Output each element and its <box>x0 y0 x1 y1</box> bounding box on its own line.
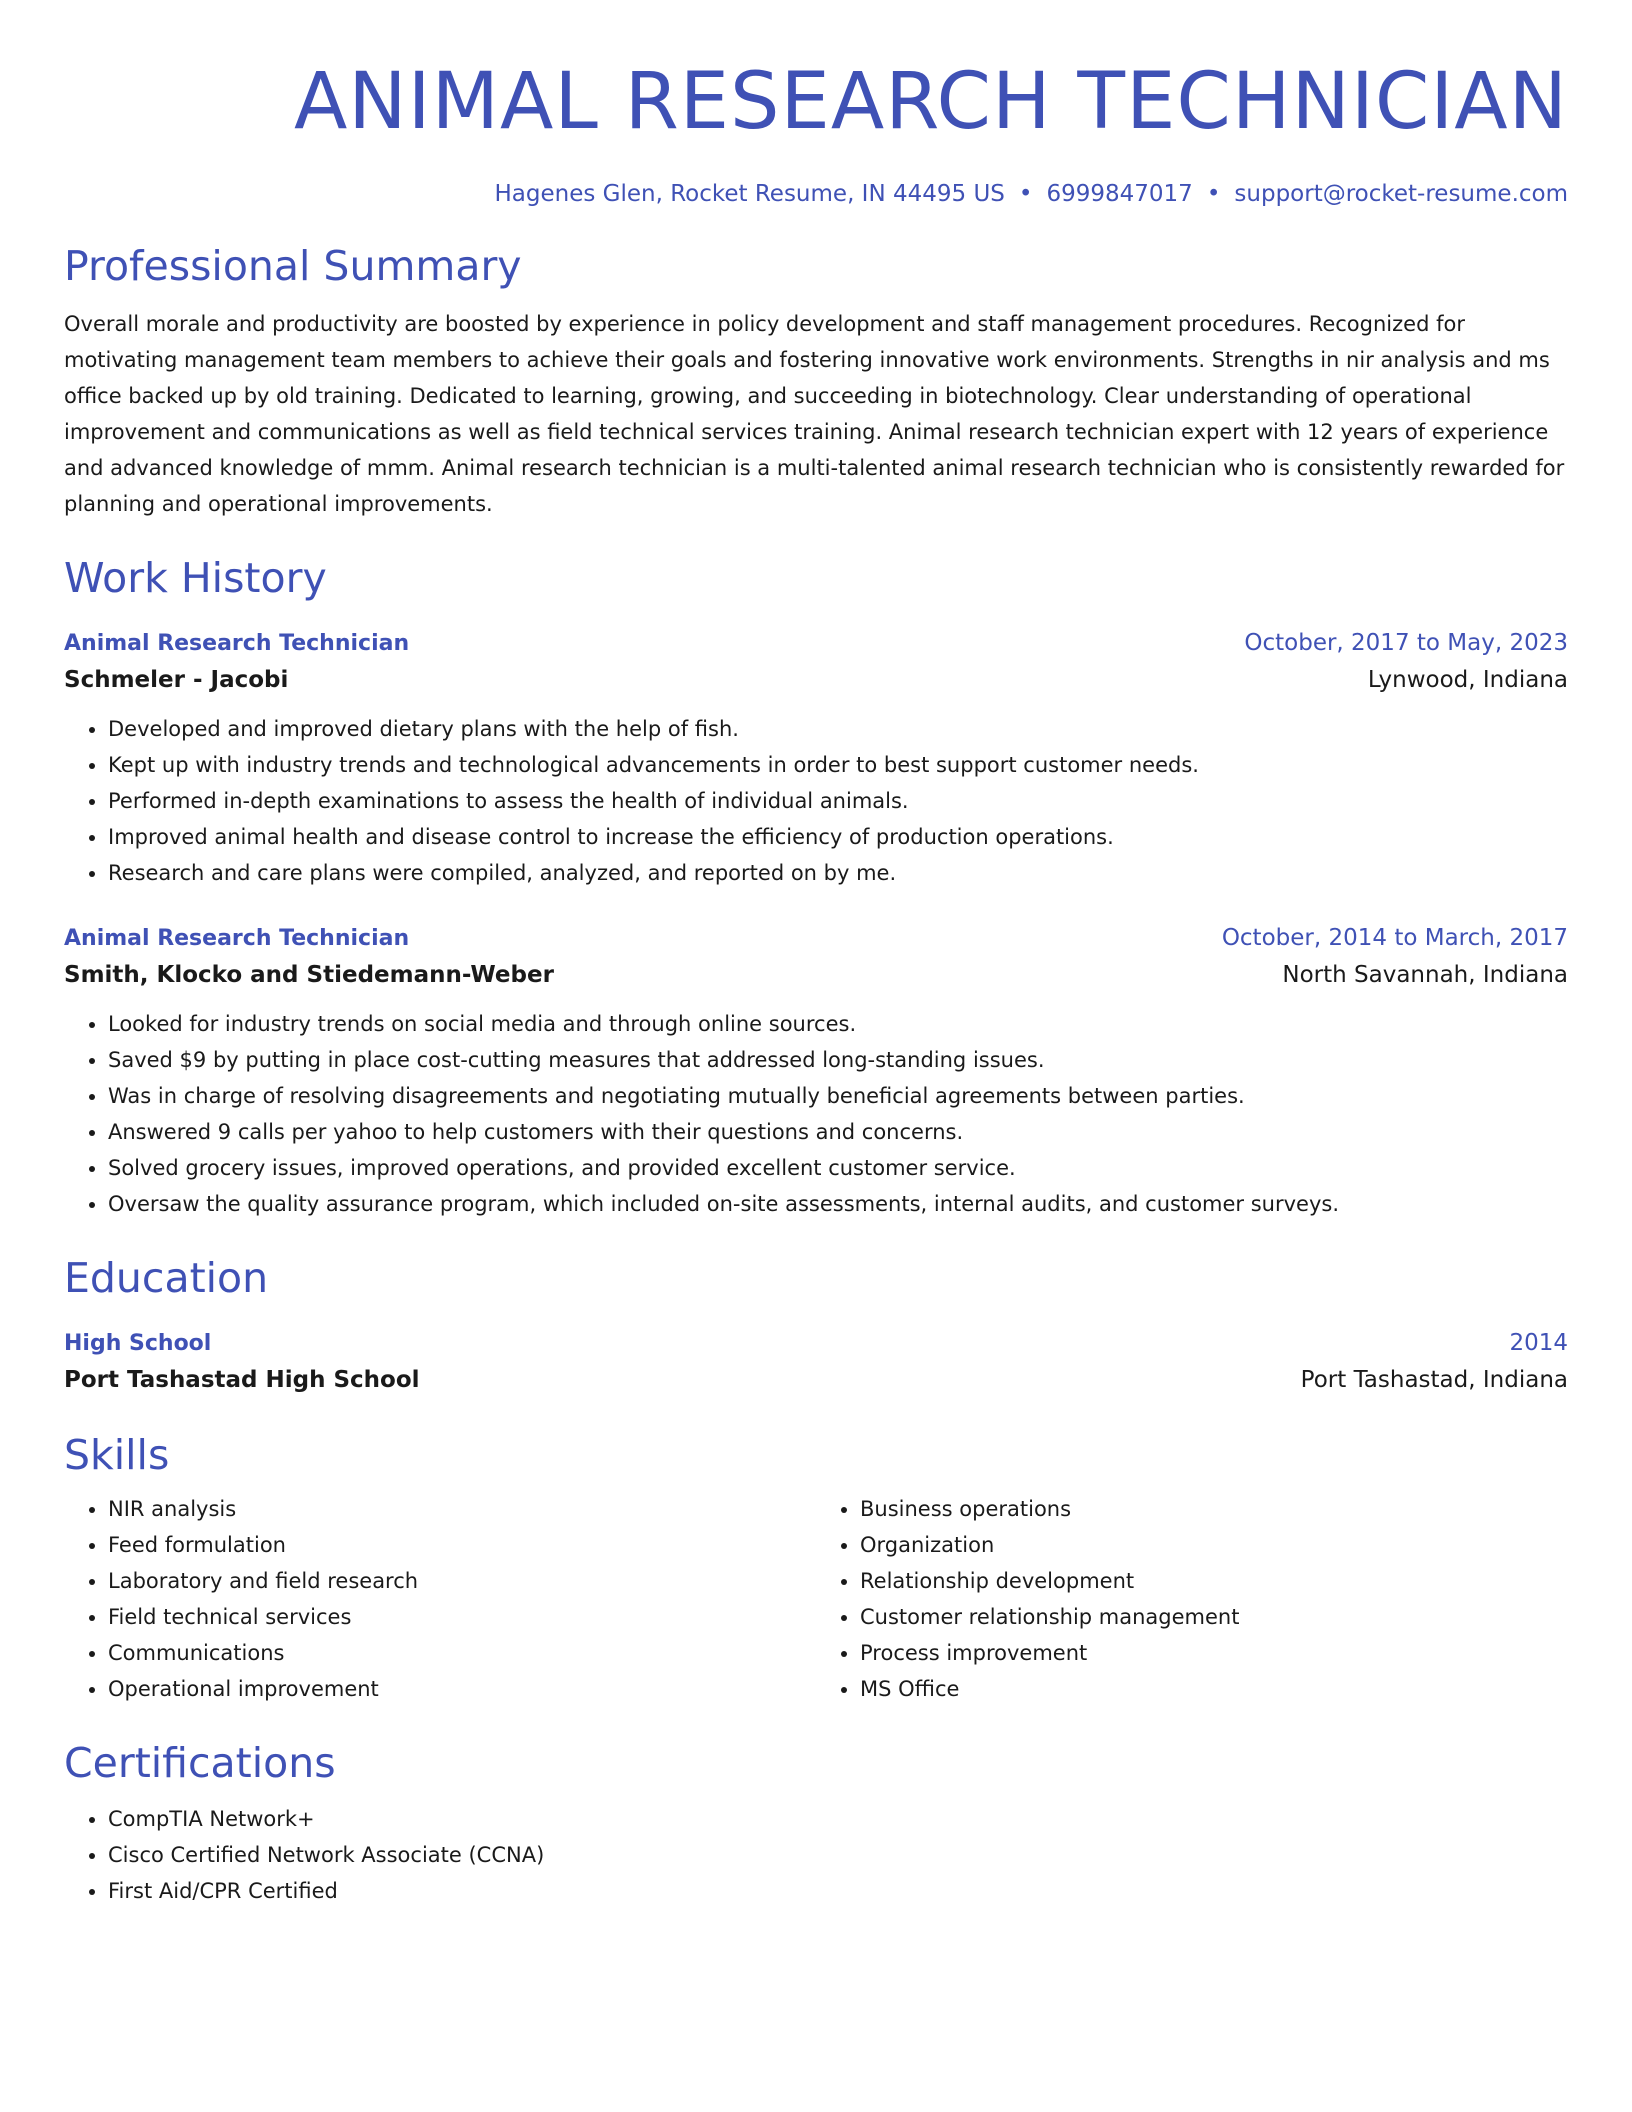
list-item: • Oversaw the quality assurance program, which included on-site assessments, internal audits, and customer surveys. <box>108 1186 1568 1222</box>
job-location: Lynwood, Indiana <box>1367 667 1568 693</box>
job-entry <box>64 921 1568 1222</box>
skill-item: • MS Office <box>860 1671 1568 1707</box>
certification-item: • CompTIA Network+ <box>108 1801 1568 1837</box>
education-year: 2014 <box>1509 1330 1568 1356</box>
skill-item: • Laboratory and field research <box>108 1563 816 1599</box>
summary-text: Overall morale and productivity are boosted by experience in policy development and staff management procedures. Recognized for motivating management team members to achieve their goals and fostering innovative work environments. Strengths in nir analysis and ms office backed up by old training. Dedicated to learning, growing, and succeeding in biotechnology. Clear understanding of operational improvement and communications as well as field technical services training. Animal research technician expert with 12 years of experience and advanced knowledge of mmm. Animal research technician is a multi-talented animal research technician who is consistently rewarded for planning and operational improvements. <box>64 312 1565 516</box>
contact-address: Hagenes Glen, Rocket Resume, IN 44495 US <box>494 181 1005 207</box>
skill-item: • Operational improvement <box>108 1671 816 1707</box>
work-history-heading: Work History <box>64 554 327 602</box>
list-item: • Solved grocery issues, improved operations, and provided excellent customer service. <box>108 1150 1568 1186</box>
skills-list-right <box>816 1491 1568 1707</box>
contact-separator: • <box>1018 181 1033 207</box>
job-entry <box>64 626 1568 891</box>
list-item: • Kept up with industry trends and technological advancements in order to best support customer needs. <box>108 747 1568 783</box>
list-item: • Developed and improved dietary plans with the help of fish. <box>108 711 1568 747</box>
list-item: • Looked for industry trends on social media and through online sources. <box>108 1006 1568 1042</box>
job-location: North Savannah, Indiana <box>1282 962 1568 988</box>
list-item: • Improved animal health and disease control to increase the efficiency of production operations. <box>108 819 1568 855</box>
job-dates: October, 2014 to March, 2017 <box>1221 925 1568 951</box>
contact-line <box>64 178 1568 210</box>
education-degree: High School <box>64 1331 212 1356</box>
job-company: Smith, Klocko and Stiedemann-Weber <box>64 962 554 988</box>
contact-separator: • <box>1206 181 1221 207</box>
certifications-heading: Certifications <box>64 1739 336 1787</box>
skills-list-left <box>64 1491 816 1707</box>
list-item: • Saved $9 by putting in place cost-cutting measures that addressed long-standing issues. <box>108 1042 1568 1078</box>
job-company: Schmeler - Jacobi <box>64 667 289 693</box>
skill-item: • Customer relationship management <box>860 1599 1568 1635</box>
skill-item: • Process improvement <box>860 1635 1568 1671</box>
certifications-list <box>64 1801 1568 1909</box>
contact-email: support@rocket-resume.com <box>1234 181 1568 207</box>
skill-item: • Communications <box>108 1635 816 1671</box>
job-title: Animal Research Technician <box>64 631 410 656</box>
education-heading: Education <box>64 1254 269 1302</box>
skill-item: • NIR analysis <box>108 1491 816 1527</box>
education-location: Port Tashastad, Indiana <box>1300 1367 1568 1393</box>
education-school: Port Tashastad High School <box>64 1367 420 1393</box>
list-item: • Was in charge of resolving disagreements and negotiating mutually beneficial agreements between parties. <box>108 1078 1568 1114</box>
summary-heading: Professional Summary <box>64 242 522 290</box>
skill-item: • Business operations <box>860 1491 1568 1527</box>
job-title: Animal Research Technician <box>64 926 410 951</box>
job-dates: October, 2017 to May, 2023 <box>1244 630 1568 656</box>
job-bullets <box>64 711 1568 891</box>
skill-item: • Feed formulation <box>108 1527 816 1563</box>
certification-item: • Cisco Certified Network Associate (CCNA) <box>108 1837 1568 1873</box>
certification-item: • First Aid/CPR Certified <box>108 1873 1568 1909</box>
education-entry <box>64 1326 1568 1399</box>
contact-phone: 6999847017 <box>1046 181 1193 207</box>
skills-grid <box>64 1491 1568 1707</box>
list-item: • Answered 9 calls per yahoo to help customers with their questions and concerns. <box>108 1114 1568 1150</box>
candidate-name: ANIMAL RESEARCH TECHNICIAN <box>293 57 1568 147</box>
skill-item: • Relationship development <box>860 1563 1568 1599</box>
skill-item: • Field technical services <box>108 1599 816 1635</box>
skill-item: • Organization <box>860 1527 1568 1563</box>
list-item: • Research and care plans were compiled, analyzed, and reported on by me. <box>108 855 1568 891</box>
job-bullets <box>64 1006 1568 1222</box>
skills-heading: Skills <box>64 1431 170 1479</box>
list-item: • Performed in-depth examinations to assess the health of individual animals. <box>108 783 1568 819</box>
